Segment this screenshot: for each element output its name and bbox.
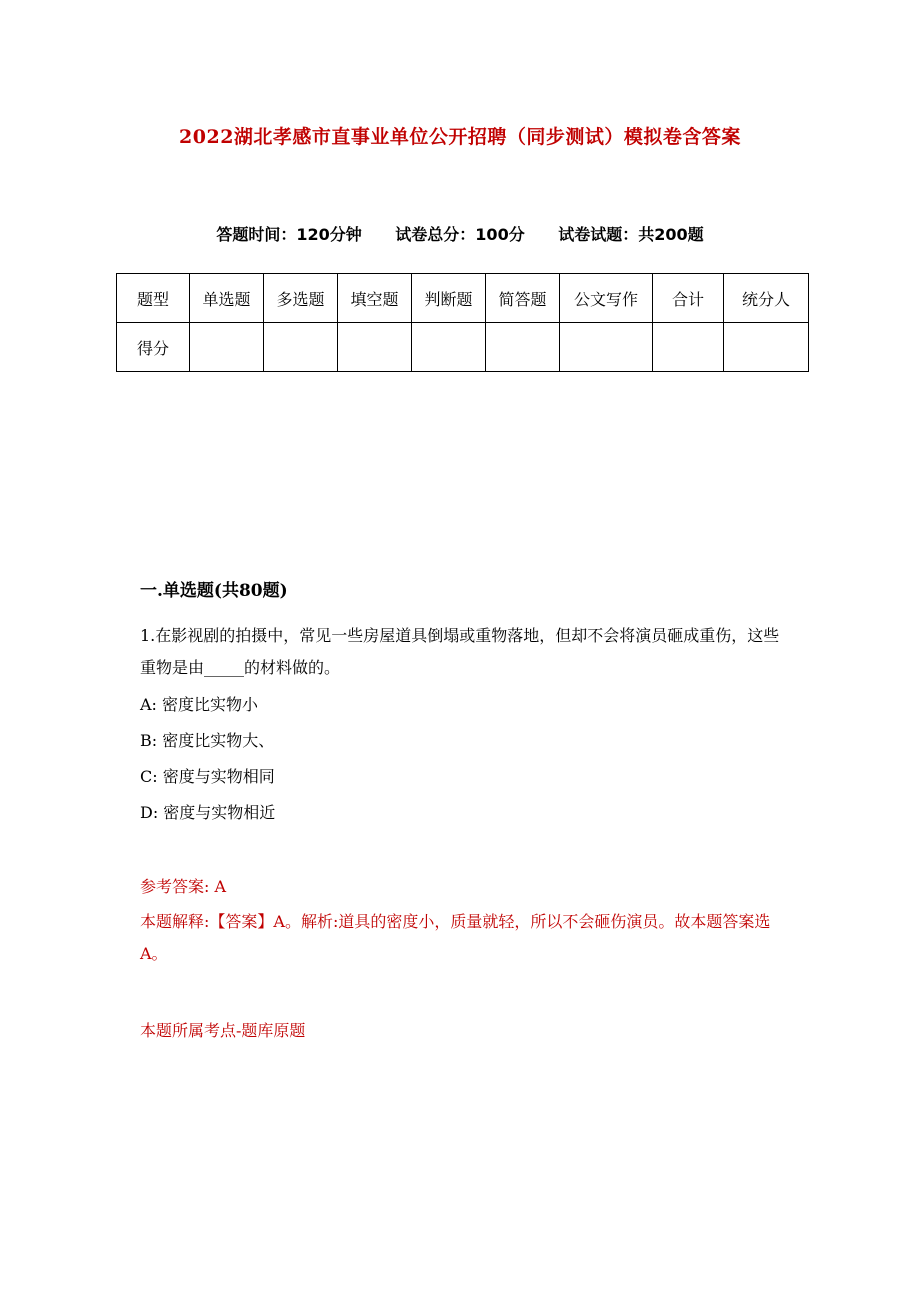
exam-time: 答题时间：120分钟: [216, 225, 362, 244]
answer-explanation: 本题解释:【答案】A。解析:道具的密度小，质量就轻，所以不会砸伤演员。故本题答案选A。: [140, 912, 771, 963]
question-stem: 1.在影视剧的拍摄中，常见一些房屋道具倒塌或重物落地，但却不会将演员砸成重伤，这些重物是由_____的材料做的。: [140, 626, 780, 677]
score-cell: [190, 323, 264, 372]
score-cell: [412, 323, 486, 372]
header-cell-multi-choice: 多选题: [264, 274, 338, 323]
header-cell-true-false: 判断题: [412, 274, 486, 323]
header-cell-single-choice: 单选题: [190, 274, 264, 323]
header-cell-scorer: 统分人: [724, 274, 809, 323]
score-table: [116, 273, 809, 372]
knowledge-point: 本题所属考点-题库原题: [140, 1021, 306, 1040]
header-cell-fill-blank: 填空题: [338, 274, 412, 323]
score-row-label: 得分: [117, 323, 190, 372]
header-cell-type: 题型: [117, 274, 190, 323]
option-d: D: 密度与实物相近: [140, 803, 276, 822]
score-table-header-row: [117, 274, 809, 323]
score-cell: [338, 323, 412, 372]
exam-meta: [0, 222, 920, 245]
score-cell: [724, 323, 809, 372]
score-cell: [264, 323, 338, 372]
score-cell: [486, 323, 560, 372]
reference-answer: 参考答案: A: [140, 877, 227, 896]
option-c: C: 密度与实物相同: [140, 767, 275, 786]
section-title: 一.单选题(共80题): [140, 581, 288, 601]
option-b: B: 密度比实物大、: [140, 731, 275, 750]
exam-total-score: 试卷总分：100分: [395, 225, 525, 244]
header-cell-total: 合计: [653, 274, 724, 323]
score-table-score-row: [117, 323, 809, 372]
header-cell-official-writing: 公文写作: [560, 274, 653, 323]
exam-question-count: 试卷试题：共200题: [558, 225, 704, 244]
header-cell-short-answer: 简答题: [486, 274, 560, 323]
score-cell: [653, 323, 724, 372]
option-a: A: 密度比实物小: [140, 695, 259, 714]
score-cell: [560, 323, 653, 372]
document-title: 2022湖北孝感市直事业单位公开招聘（同步测试）模拟卷含答案: [179, 126, 741, 148]
